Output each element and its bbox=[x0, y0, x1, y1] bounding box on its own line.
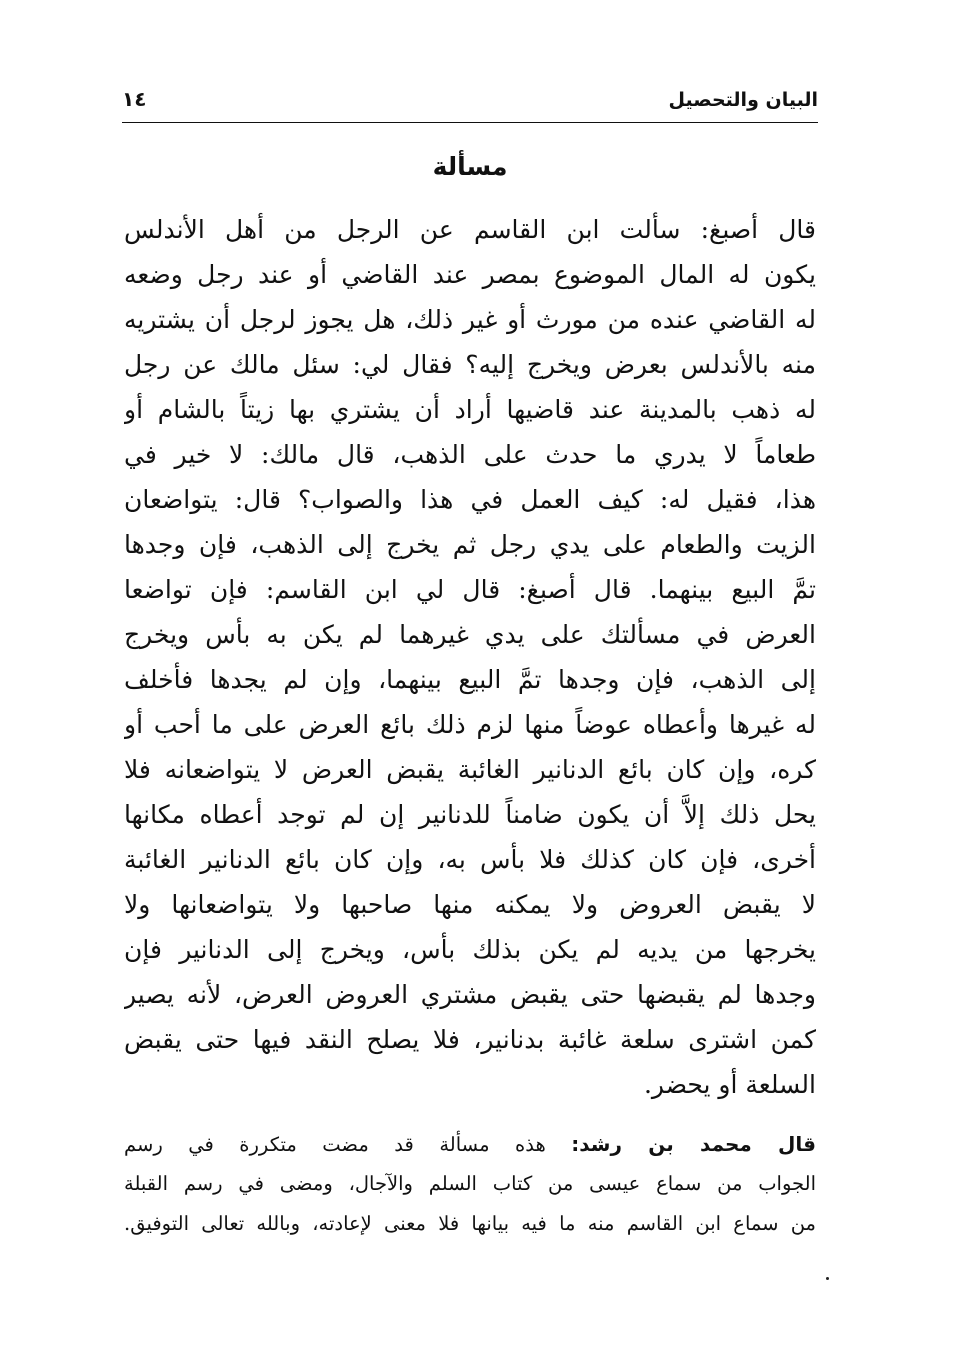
commentary-line-rest: هذه مسألة قد مضت متكررة في رسم bbox=[124, 1133, 572, 1156]
text-line: إلى الذهب، فإن وجدها تمَّ البيع بينهما، وإن لم يجدها فأخلف bbox=[124, 665, 816, 694]
text-line: كره، وإن كان بائع الدنانير الغائبة يقبض العرض لا يتواضعانه فلا bbox=[124, 755, 816, 784]
text-line: منه بالأندلس بعرض ويخرج إليه؟ فقال لي: سئل مالك عن رجل bbox=[124, 350, 816, 379]
text-line: له القاضي عنده من مورث أو غير ذلك، هل يجوز لرجل أن يشتريه bbox=[124, 305, 816, 334]
text-line: يكون له المال الموضوع بمصر عند القاضي أو عند رجل وضعه bbox=[124, 260, 816, 289]
text-line: السلعة أو يحضر. bbox=[643, 1070, 816, 1099]
text-line: الزيت والطعام على يدي رجل ثم يخرج إلى الذهب، فإن وجدها bbox=[124, 530, 816, 559]
text-line: هذا، فقيل له: كيف العمل في هذا والصواب؟ قال: يتواضعان bbox=[124, 485, 816, 514]
header-title: البيان والتحصيل bbox=[668, 89, 818, 111]
commentary-lead: قال محمد بن رشد: bbox=[571, 1132, 816, 1156]
commentary bbox=[124, 1124, 816, 1244]
commentary-line: الجواب من سماع عيسى من كتاب السلم والآجال، ومضى في رسم القبلة bbox=[124, 1172, 816, 1195]
section-title: مسألة bbox=[432, 152, 508, 181]
text-line: لا يقبض العروض ولا يمكنه منها صاحبها ولا يتواضعانها ولا bbox=[124, 890, 816, 919]
page-number: ١٤ bbox=[122, 87, 147, 111]
text-line: قال أصبغ: سألت ابن القاسم عن الرجل من أهل الأندلس bbox=[124, 215, 816, 244]
text-line: وجدها لم يقبضها حتى يقبض مشتري العروض العرض، لأنه يصير bbox=[124, 980, 816, 1009]
text-line: تمَّ البيع بينهما. قال أصبغ: قال لي ابن القاسم: فإن تواضعا bbox=[124, 575, 816, 604]
header-rule bbox=[122, 122, 818, 123]
text-line: له ذهب بالمدينة عند قاضيها أراد أن يشتري بها زيتاً بالشام أو bbox=[124, 395, 816, 424]
main-text bbox=[124, 207, 816, 1107]
commentary-line: من سماع ابن القاسم منه ما فيه بيانها فلا معنى لإعادته، وبالله تعالى التوفيق. bbox=[124, 1212, 816, 1235]
text-line: العرض في مسألتك على يدي غيرهما لم يكن به بأس ويخرج bbox=[124, 620, 816, 649]
text-line: يحل ذلك إلاَّ أن يكون ضامناً للدنانير إن لم توجد أعطاه مكانها bbox=[124, 800, 816, 829]
text-line: كمن اشترى سلعة غائبة بدنانير، فلا يصلح النقد فيها حتى يقبض bbox=[124, 1025, 816, 1054]
running-header bbox=[122, 84, 818, 122]
text-line: طعاماً لا يدري ما حدث على الذهب، قال مالك: لا خير في bbox=[124, 440, 816, 469]
text-line: يخرجها من يديه لم يكن بذلك بأس، ويخرج إلى الدنانير فإن bbox=[124, 935, 816, 964]
print-speck bbox=[826, 1277, 829, 1280]
commentary-line bbox=[124, 1124, 816, 1164]
text-line: أخرى، فإن كان كذلك فلا بأس به، وإن كان بائع الدنانير الغائبة bbox=[124, 845, 816, 874]
text-line: له غيرها وأعطاه عوضاً منها لزم ذلك بائع العرض على ما أحب أو bbox=[124, 710, 816, 739]
